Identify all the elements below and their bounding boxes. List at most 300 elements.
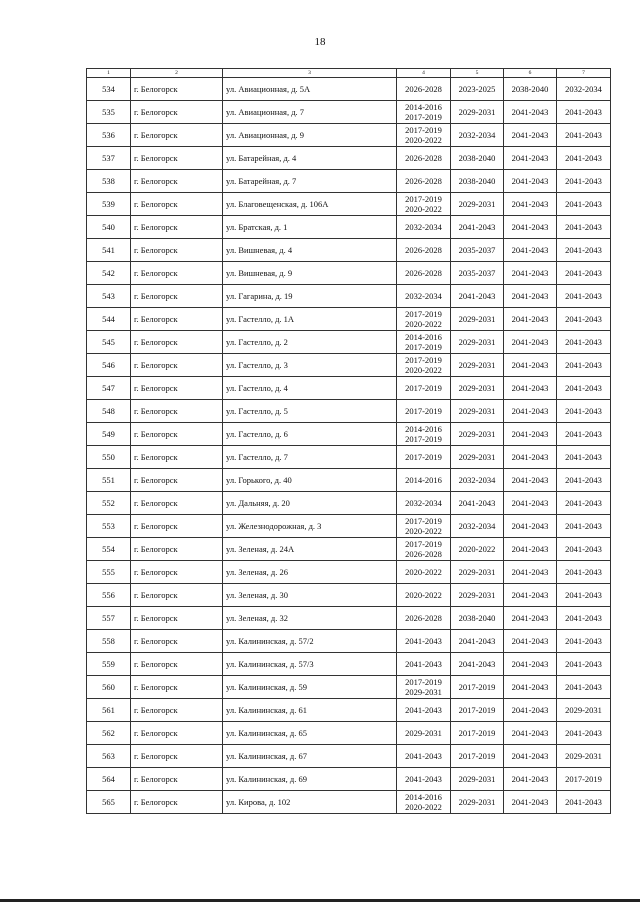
period-cell: 2041-2043 — [504, 791, 557, 814]
period-line: 2014-2016 — [405, 102, 442, 112]
period-cell: 2020-2022 — [451, 538, 504, 561]
period-cell: 2029-2031 — [451, 791, 504, 814]
period-line: 2032-2034 — [405, 222, 442, 232]
address-cell: ул. Авиационная, д. 5А — [223, 78, 397, 101]
period-cell: 2041-2043 — [504, 768, 557, 791]
period-line: 2017-2019 — [405, 452, 442, 462]
table-row — [87, 745, 611, 768]
row-number-cell: 560 — [87, 676, 131, 699]
period-cell: 2017-2019 — [557, 768, 611, 791]
city-cell: г. Белогорск — [131, 285, 223, 308]
address-cell: ул. Железнодорожная, д. 3 — [223, 515, 397, 538]
period-line: 2020-2022 — [405, 590, 442, 600]
table-row — [87, 423, 611, 446]
period-line: 2017-2019 — [405, 406, 442, 416]
period-cell: 2041-2043 — [504, 354, 557, 377]
period-cell: 2041-2043 — [504, 193, 557, 216]
table-row — [87, 354, 611, 377]
period-cell: 2041-2043 — [451, 492, 504, 515]
period-cell: 2041-2043 — [557, 653, 611, 676]
period-line: 2041-2043 — [405, 659, 442, 669]
table-row — [87, 630, 611, 653]
city-cell: г. Белогорск — [131, 400, 223, 423]
city-cell: г. Белогорск — [131, 722, 223, 745]
address-cell: ул. Гастелло, д. 5 — [223, 400, 397, 423]
period-cell: 2041-2043 — [557, 262, 611, 285]
address-cell: ул. Гастелло, д. 7 — [223, 446, 397, 469]
row-number-cell: 556 — [87, 584, 131, 607]
period-cell: 2029-2031 — [451, 768, 504, 791]
address-cell: ул. Калининская, д. 65 — [223, 722, 397, 745]
header-cell: 6 — [504, 69, 557, 78]
period-cell: 2029-2031 — [451, 354, 504, 377]
period-cell: 2017-2019 — [451, 699, 504, 722]
row-number-cell: 548 — [87, 400, 131, 423]
period-cell: 2041-2043 — [557, 492, 611, 515]
period-cell: 2041-2043 — [504, 469, 557, 492]
period-cell: 2041-2043 — [504, 653, 557, 676]
table-row — [87, 584, 611, 607]
period-cell: 2041-2043 — [504, 308, 557, 331]
row-number-cell: 557 — [87, 607, 131, 630]
table-row — [87, 285, 611, 308]
period-cell: 2041-2043 — [504, 400, 557, 423]
city-cell: г. Белогорск — [131, 170, 223, 193]
period-cell: 2041-2043 — [557, 170, 611, 193]
period-cell — [397, 676, 451, 699]
row-number-cell: 535 — [87, 101, 131, 124]
period-cell — [397, 584, 451, 607]
period-cell — [397, 124, 451, 147]
period-cell: 2041-2043 — [557, 515, 611, 538]
period-cell — [397, 423, 451, 446]
period-line: 2020-2022 — [405, 135, 442, 145]
period-cell: 2041-2043 — [557, 400, 611, 423]
period-cell — [397, 446, 451, 469]
period-line: 2026-2028 — [405, 176, 442, 186]
table-row — [87, 78, 611, 101]
city-cell: г. Белогорск — [131, 147, 223, 170]
header-row — [87, 69, 611, 78]
period-cell: 2041-2043 — [451, 653, 504, 676]
address-cell: ул. Братская, д. 1 — [223, 216, 397, 239]
row-number-cell: 561 — [87, 699, 131, 722]
period-line: 2026-2028 — [405, 84, 442, 94]
period-cell: 2041-2043 — [504, 561, 557, 584]
period-cell: 2041-2043 — [557, 354, 611, 377]
period-line: 2029-2031 — [405, 687, 442, 697]
city-cell: г. Белогорск — [131, 676, 223, 699]
period-cell: 2041-2043 — [504, 170, 557, 193]
period-cell: 2038-2040 — [504, 78, 557, 101]
period-line: 2029-2031 — [405, 728, 442, 738]
period-cell: 2032-2034 — [451, 124, 504, 147]
table-row — [87, 699, 611, 722]
period-cell — [397, 354, 451, 377]
row-number-cell: 534 — [87, 78, 131, 101]
row-number-cell: 542 — [87, 262, 131, 285]
period-cell: 2032-2034 — [557, 78, 611, 101]
row-number-cell: 545 — [87, 331, 131, 354]
city-cell: г. Белогорск — [131, 193, 223, 216]
period-cell: 2041-2043 — [557, 377, 611, 400]
period-cell: 2041-2043 — [557, 101, 611, 124]
period-cell: 2041-2043 — [504, 515, 557, 538]
table-body — [87, 78, 611, 814]
address-cell: ул. Авиационная, д. 9 — [223, 124, 397, 147]
period-cell — [397, 239, 451, 262]
address-cell: ул. Калининская, д. 67 — [223, 745, 397, 768]
period-cell: 2041-2043 — [504, 147, 557, 170]
city-cell: г. Белогорск — [131, 239, 223, 262]
address-cell: ул. Гастелло, д. 2 — [223, 331, 397, 354]
row-number-cell: 555 — [87, 561, 131, 584]
table-row — [87, 216, 611, 239]
row-number-cell: 537 — [87, 147, 131, 170]
table-row — [87, 101, 611, 124]
period-line: 2020-2022 — [405, 567, 442, 577]
city-cell: г. Белогорск — [131, 492, 223, 515]
period-cell — [397, 745, 451, 768]
period-cell: 2041-2043 — [504, 630, 557, 653]
period-cell: 2041-2043 — [557, 423, 611, 446]
table-row — [87, 561, 611, 584]
period-cell — [397, 285, 451, 308]
table-header — [87, 69, 611, 78]
period-line: 2017-2019 — [405, 112, 442, 122]
period-cell: 2041-2043 — [557, 446, 611, 469]
period-line: 2017-2019 — [405, 539, 442, 549]
city-cell: г. Белогорск — [131, 78, 223, 101]
period-line: 2017-2019 — [405, 194, 442, 204]
period-cell: 2029-2031 — [557, 699, 611, 722]
period-cell: 2041-2043 — [557, 239, 611, 262]
period-line: 2026-2028 — [405, 245, 442, 255]
period-line: 2026-2028 — [405, 549, 442, 559]
period-line: 2014-2016 — [405, 424, 442, 434]
period-cell — [397, 101, 451, 124]
address-cell: ул. Батарейная, д. 7 — [223, 170, 397, 193]
header-cell: 2 — [131, 69, 223, 78]
address-cell: ул. Зеленая, д. 30 — [223, 584, 397, 607]
table-row — [87, 377, 611, 400]
table-row — [87, 193, 611, 216]
period-cell: 2029-2031 — [451, 400, 504, 423]
period-cell — [397, 193, 451, 216]
period-line: 2014-2016 — [405, 475, 442, 485]
period-cell: 2029-2031 — [451, 561, 504, 584]
row-number-cell: 539 — [87, 193, 131, 216]
table-row — [87, 492, 611, 515]
period-cell — [397, 768, 451, 791]
row-number-cell: 565 — [87, 791, 131, 814]
address-cell: ул. Гагарина, д. 19 — [223, 285, 397, 308]
address-cell: ул. Гастелло, д. 1А — [223, 308, 397, 331]
city-cell: г. Белогорск — [131, 630, 223, 653]
row-number-cell: 553 — [87, 515, 131, 538]
period-cell — [397, 791, 451, 814]
period-line: 2017-2019 — [405, 434, 442, 444]
period-cell — [397, 262, 451, 285]
period-line: 2026-2028 — [405, 268, 442, 278]
header-cell: 7 — [557, 69, 611, 78]
period-cell — [397, 147, 451, 170]
city-cell: г. Белогорск — [131, 423, 223, 446]
row-number-cell: 541 — [87, 239, 131, 262]
period-cell: 2041-2043 — [557, 791, 611, 814]
period-cell: 2029-2031 — [451, 308, 504, 331]
period-cell: 2029-2031 — [451, 584, 504, 607]
period-cell: 2029-2031 — [451, 331, 504, 354]
address-cell: ул. Горького, д. 40 — [223, 469, 397, 492]
row-number-cell: 562 — [87, 722, 131, 745]
period-cell: 2029-2031 — [451, 423, 504, 446]
city-cell: г. Белогорск — [131, 515, 223, 538]
period-cell — [397, 331, 451, 354]
address-cell: ул. Калининская, д. 69 — [223, 768, 397, 791]
period-cell: 2041-2043 — [504, 331, 557, 354]
period-line: 2017-2019 — [405, 342, 442, 352]
period-line: 2017-2019 — [405, 383, 442, 393]
period-cell: 2029-2031 — [557, 745, 611, 768]
period-line: 2020-2022 — [405, 204, 442, 214]
period-line: 2017-2019 — [405, 677, 442, 687]
city-cell: г. Белогорск — [131, 446, 223, 469]
period-cell: 2041-2043 — [504, 262, 557, 285]
table-row — [87, 400, 611, 423]
period-line: 2020-2022 — [405, 802, 442, 812]
period-cell: 2023-2025 — [451, 78, 504, 101]
period-cell: 2041-2043 — [504, 745, 557, 768]
period-cell: 2041-2043 — [557, 331, 611, 354]
period-cell: 2041-2043 — [557, 538, 611, 561]
row-number-cell: 544 — [87, 308, 131, 331]
address-cell: ул. Гастелло, д. 6 — [223, 423, 397, 446]
period-cell — [397, 515, 451, 538]
period-cell: 2041-2043 — [504, 446, 557, 469]
period-line: 2026-2028 — [405, 613, 442, 623]
address-cell: ул. Зеленая, д. 26 — [223, 561, 397, 584]
period-cell: 2041-2043 — [504, 285, 557, 308]
address-cell: ул. Зеленая, д. 32 — [223, 607, 397, 630]
period-line: 2032-2034 — [405, 498, 442, 508]
header-cell: 4 — [397, 69, 451, 78]
address-cell: ул. Благовещенская, д. 106А — [223, 193, 397, 216]
period-line: 2041-2043 — [405, 705, 442, 715]
period-cell: 2041-2043 — [557, 722, 611, 745]
city-cell: г. Белогорск — [131, 561, 223, 584]
row-number-cell: 551 — [87, 469, 131, 492]
address-cell: ул. Калининская, д. 61 — [223, 699, 397, 722]
address-cell: ул. Калининская, д. 57/3 — [223, 653, 397, 676]
period-line: 2026-2028 — [405, 153, 442, 163]
header-cell: 1 — [87, 69, 131, 78]
city-cell: г. Белогорск — [131, 584, 223, 607]
period-cell: 2029-2031 — [451, 377, 504, 400]
period-cell: 2041-2043 — [504, 676, 557, 699]
table-row — [87, 147, 611, 170]
period-cell — [397, 561, 451, 584]
period-cell: 2041-2043 — [451, 630, 504, 653]
period-cell: 2041-2043 — [504, 584, 557, 607]
row-number-cell: 549 — [87, 423, 131, 446]
period-cell: 2032-2034 — [451, 469, 504, 492]
city-cell: г. Белогорск — [131, 354, 223, 377]
table-row — [87, 331, 611, 354]
period-cell: 2017-2019 — [451, 722, 504, 745]
address-cell: ул. Вишневая, д. 4 — [223, 239, 397, 262]
row-number-cell: 536 — [87, 124, 131, 147]
period-cell: 2041-2043 — [504, 101, 557, 124]
row-number-cell: 550 — [87, 446, 131, 469]
period-cell — [397, 469, 451, 492]
period-cell: 2035-2037 — [451, 239, 504, 262]
period-cell: 2038-2040 — [451, 147, 504, 170]
table-row — [87, 722, 611, 745]
period-line: 2020-2022 — [405, 319, 442, 329]
period-cell — [397, 400, 451, 423]
table-row — [87, 308, 611, 331]
period-line: 2041-2043 — [405, 636, 442, 646]
period-cell: 2041-2043 — [504, 699, 557, 722]
period-cell: 2041-2043 — [557, 584, 611, 607]
period-cell: 2041-2043 — [557, 308, 611, 331]
period-cell: 2041-2043 — [504, 423, 557, 446]
period-cell: 2041-2043 — [504, 538, 557, 561]
period-line: 2032-2034 — [405, 291, 442, 301]
table-row — [87, 446, 611, 469]
address-cell: ул. Батарейная, д. 4 — [223, 147, 397, 170]
period-cell: 2041-2043 — [557, 607, 611, 630]
period-line: 2017-2019 — [405, 355, 442, 365]
period-cell: 2029-2031 — [451, 101, 504, 124]
city-cell: г. Белогорск — [131, 768, 223, 791]
table-row — [87, 515, 611, 538]
period-cell — [397, 170, 451, 193]
period-cell — [397, 607, 451, 630]
period-cell: 2041-2043 — [451, 285, 504, 308]
period-cell: 2041-2043 — [504, 124, 557, 147]
city-cell: г. Белогорск — [131, 745, 223, 768]
city-cell: г. Белогорск — [131, 216, 223, 239]
address-cell: ул. Гастелло, д. 3 — [223, 354, 397, 377]
period-cell — [397, 699, 451, 722]
table-row — [87, 676, 611, 699]
period-cell: 2029-2031 — [451, 446, 504, 469]
period-cell: 2041-2043 — [557, 193, 611, 216]
period-cell: 2041-2043 — [504, 722, 557, 745]
period-cell: 2038-2040 — [451, 170, 504, 193]
period-cell: 2041-2043 — [504, 607, 557, 630]
period-cell: 2041-2043 — [504, 239, 557, 262]
period-line: 2041-2043 — [405, 774, 442, 784]
address-cell: ул. Зеленая, д. 24А — [223, 538, 397, 561]
period-cell: 2041-2043 — [504, 377, 557, 400]
period-cell — [397, 216, 451, 239]
row-number-cell: 552 — [87, 492, 131, 515]
row-number-cell: 540 — [87, 216, 131, 239]
period-cell: 2041-2043 — [504, 216, 557, 239]
page-number: 18 — [314, 36, 326, 48]
period-cell: 2035-2037 — [451, 262, 504, 285]
period-cell — [397, 630, 451, 653]
city-cell: г. Белогорск — [131, 653, 223, 676]
row-number-cell: 563 — [87, 745, 131, 768]
period-line: 2017-2019 — [405, 516, 442, 526]
row-number-cell: 538 — [87, 170, 131, 193]
period-cell: 2041-2043 — [557, 561, 611, 584]
period-cell: 2041-2043 — [557, 630, 611, 653]
period-cell: 2041-2043 — [557, 216, 611, 239]
period-line: 2041-2043 — [405, 751, 442, 761]
address-cell: ул. Калининская, д. 57/2 — [223, 630, 397, 653]
period-cell: 2041-2043 — [557, 285, 611, 308]
address-cell: ул. Калининская, д. 59 — [223, 676, 397, 699]
period-cell — [397, 653, 451, 676]
period-cell: 2041-2043 — [557, 147, 611, 170]
scan-edge-divider — [0, 899, 640, 902]
city-cell: г. Белогорск — [131, 699, 223, 722]
address-cell: ул. Вишневая, д. 9 — [223, 262, 397, 285]
row-number-cell: 554 — [87, 538, 131, 561]
table-row — [87, 653, 611, 676]
city-cell: г. Белогорск — [131, 377, 223, 400]
city-cell: г. Белогорск — [131, 262, 223, 285]
table-row — [87, 469, 611, 492]
address-cell: ул. Кирова, д. 102 — [223, 791, 397, 814]
city-cell: г. Белогорск — [131, 538, 223, 561]
city-cell: г. Белогорск — [131, 101, 223, 124]
header-cell: 5 — [451, 69, 504, 78]
address-cell: ул. Авиационная, д. 7 — [223, 101, 397, 124]
table-row — [87, 607, 611, 630]
city-cell: г. Белогорск — [131, 607, 223, 630]
schedule-table — [86, 68, 611, 814]
city-cell: г. Белогорск — [131, 331, 223, 354]
row-number-cell: 558 — [87, 630, 131, 653]
row-number-cell: 564 — [87, 768, 131, 791]
header-cell: 3 — [223, 69, 397, 78]
period-cell — [397, 78, 451, 101]
table-row — [87, 170, 611, 193]
city-cell: г. Белогорск — [131, 124, 223, 147]
row-number-cell: 559 — [87, 653, 131, 676]
row-number-cell: 547 — [87, 377, 131, 400]
period-cell — [397, 377, 451, 400]
period-cell: 2032-2034 — [451, 515, 504, 538]
city-cell: г. Белогорск — [131, 308, 223, 331]
period-cell: 2041-2043 — [504, 492, 557, 515]
period-cell: 2041-2043 — [557, 469, 611, 492]
table-row — [87, 239, 611, 262]
period-line: 2017-2019 — [405, 125, 442, 135]
period-cell — [397, 538, 451, 561]
period-line: 2014-2016 — [405, 332, 442, 342]
period-cell: 2029-2031 — [451, 193, 504, 216]
table-row — [87, 124, 611, 147]
table-row — [87, 791, 611, 814]
address-cell: ул. Гастелло, д. 4 — [223, 377, 397, 400]
period-cell — [397, 308, 451, 331]
period-cell — [397, 492, 451, 515]
address-cell: ул. Дальняя, д. 20 — [223, 492, 397, 515]
city-cell: г. Белогорск — [131, 469, 223, 492]
row-number-cell: 543 — [87, 285, 131, 308]
period-cell: 2041-2043 — [557, 124, 611, 147]
period-cell: 2017-2019 — [451, 745, 504, 768]
table-row — [87, 538, 611, 561]
table-row — [87, 262, 611, 285]
